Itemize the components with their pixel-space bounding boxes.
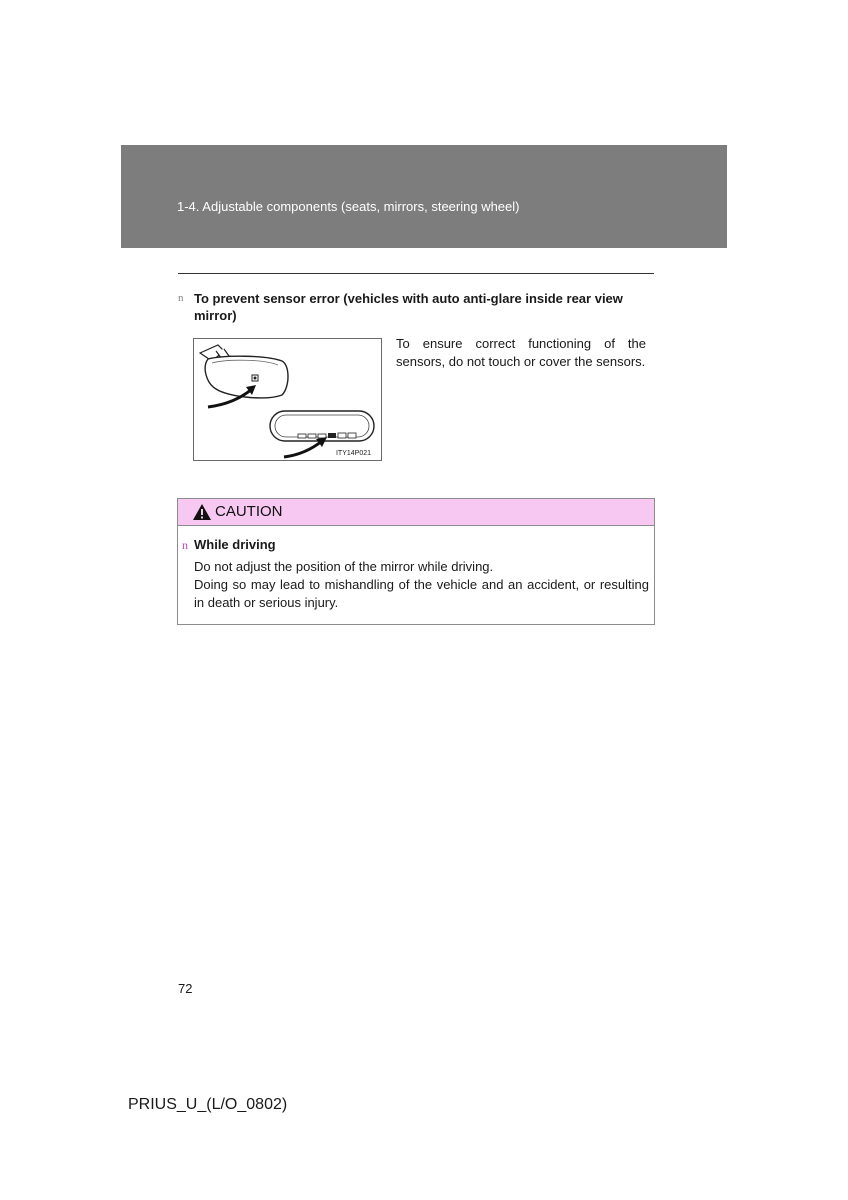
caution-line-2: Doing so may lead to mishandling of the vehicle and an accident, or resulting in death or serious injury. [194, 577, 649, 610]
caution-box [177, 498, 655, 625]
caution-subheading-text: While driving [194, 537, 276, 552]
document-id: PRIUS_U_(L/O_0802) [128, 1096, 288, 1113]
warning-triangle-icon [192, 503, 212, 521]
section-breadcrumb: 1-4. Adjustable components (seats, mirrors, steering wheel) [177, 199, 520, 214]
rear-view-mirror-drawing [194, 339, 381, 460]
section-heading-text: To prevent sensor error (vehicles with auto anti-glare inside rear view mirror) [194, 291, 623, 323]
caution-title: CAUTION [215, 503, 283, 520]
caution-header [178, 499, 654, 526]
section-divider [178, 273, 654, 274]
bullet-marker: n [178, 292, 184, 304]
section-heading [178, 290, 658, 324]
page-number: 72 [178, 981, 193, 996]
figure-code: ITY14P021 [335, 450, 371, 457]
mirror-sensor-illustration [193, 338, 382, 461]
chapter-header [121, 145, 727, 248]
caution-subheading [182, 537, 276, 553]
caution-line-1: Do not adjust the position of the mirror while driving. [194, 559, 494, 574]
bullet-marker: n [182, 538, 188, 552]
caution-body [194, 558, 649, 612]
sensor-instruction: To ensure correct functioning of the sensors, do not touch or cover the sensors. [396, 336, 646, 369]
